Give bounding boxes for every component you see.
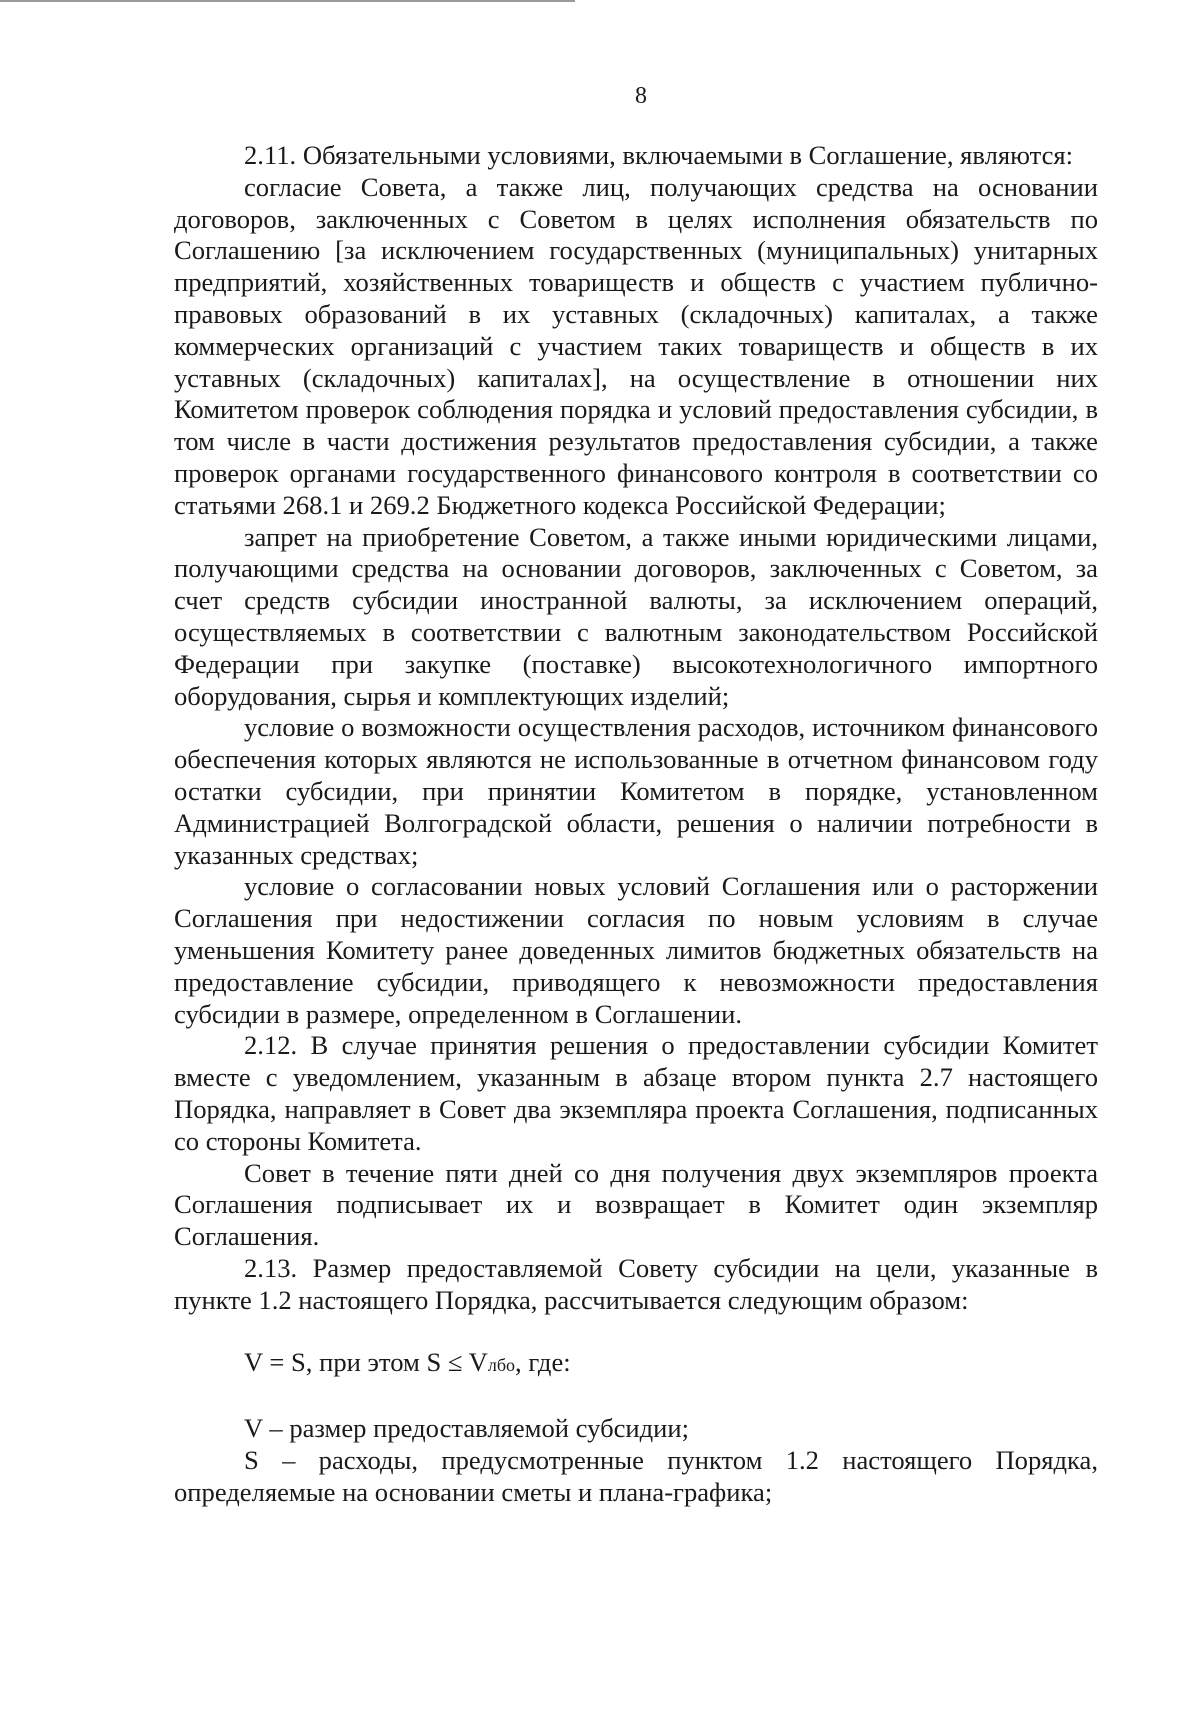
scan-edge-line: [0, 0, 575, 2]
paragraph-new-conditions: условие о согласовании новых условий Соглашения или о расторжении Соглашения при недостижении согласия по новым условиям в случае уменьшения Комитету ранее доведенных лимитов бюджетных обязательств на предоставление субсидии, приводящего к невозможности предоставления субсидии в размере, определенном в Соглашении.: [174, 871, 1098, 1029]
paragraph-2-12: 2.12. В случае принятия решения о предоставлении субсидии Комитет вместе с уведомлением, указанным в абзаце втором пункта 2.7 настоящего Порядка, направляет в Совет два экземпляра проекта Соглашения, подписанных со стороны Комитета.: [174, 1030, 1098, 1156]
paragraph-currency-ban: запрет на приобретение Советом, а также иными юридическими лицами, получающими средства на основании договоров, заключенных с Советом, за счет средств субсидии иностранной валюты, за исключением операций, осуществляемых в соответствии с валютным законодательством Российской Федерации при закупке (поставке) высокотехнологичного импортного оборудования, сырья и комплектующих изделий;: [174, 521, 1098, 711]
formula-tail: , где:: [515, 1347, 571, 1378]
definition-v: V – размер предоставляемой субсидии;: [244, 1413, 690, 1444]
paragraph-remaining-funds: условие о возможности осуществления расходов, источником финансового обеспечения которых являются не использованные в отчетном финансовом году остатки субсидии, при принятии Комитетом в порядке, установленном Администрацией Волгоградской области, решения о наличии потребности в указанных средствах;: [174, 712, 1098, 870]
definition-s: S – расходы, предусмотренные пунктом 1.2 настоящего Порядка, определяемые на основании сметы и плана-графика;: [174, 1445, 1098, 1507]
paragraph-2-11: 2.11. Обязательными условиями, включаемыми в Соглашение, являются:: [244, 140, 1073, 170]
paragraph-council-signs: Совет в течение пяти дней со дня получения двух экземпляров проекта Соглашения подписывает их и возвращает в Комитет один экземпляр Соглашения.: [174, 1157, 1098, 1252]
formula: [174, 1347, 1098, 1382]
document-body: [174, 140, 1098, 1509]
formula-subscript: лбо: [487, 1355, 516, 1376]
formula-main: V = S, при этом S ≤ V: [244, 1347, 488, 1378]
paragraph-consent: согласие Совета, а также лиц, получающих средства на основании договоров, заключенных с Советом в целях исполнения обязательств по Соглашению [за исключением государственных (муниципальных) унитарных предприятий, хозяйственных товариществ и обществ с участием публично-правовых образований в их уставных (складочных) капиталах, а также коммерческих организаций с участием таких товариществ и обществ в их уставных (складочных) капиталах], на осуществление в отношении них Комитетом проверок соблюдения порядка и условий предоставления субсидии, в том числе в части достижения результатов предоставления субсидии, а также проверок органами государственного финансового контроля в соответствии со статьями 268.1 и 269.2 Бюджетного кодекса Российской Федерации;: [174, 171, 1098, 520]
paragraph-2-13: 2.13. Размер предоставляемой Совету субсидии на цели, указанные в пункте 1.2 настоящего Порядка, рассчитывается следующим образом:: [174, 1252, 1098, 1315]
page-number: 8: [635, 83, 647, 109]
